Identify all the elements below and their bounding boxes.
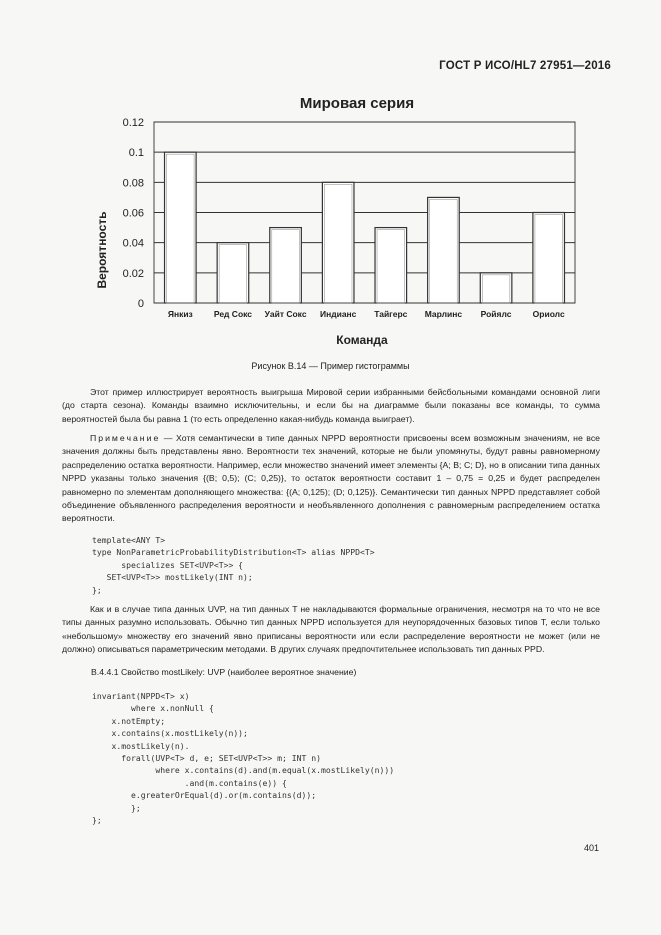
explanation-text: Как и в случае типа данных UVP, на тип данных T не накладываются формальные ограничения, несмотря на то что не все типы данных разумно использовать. Обычно тип данных NPPD используется для неупорядоченных базовых типов T, если только «небольшому» множеству его значений явно приписаны вероятности или если распределение вероятности не может (или не должно) описываться параметрическим методами. В других случаях предпочтительнее использовать тип данных PPD. bbox=[62, 604, 600, 655]
note-paragraph bbox=[62, 432, 600, 526]
histogram-chart bbox=[80, 88, 580, 353]
intro-text: Этот пример иллюстрирует вероятность выигрыша Мировой серии избранными бейсбольными командами основной лиги (до старта сезона). Команды взаимно исключительны, и если бы на диаграмме были показаны все команды, то сумма вероятностей была бы равна 1 (то есть определенно какая-нибудь команда выиграет). bbox=[62, 387, 600, 424]
section-subheading: В.4.4.1 Свойство mostLikely: UVP (наиболее вероятное значение) bbox=[91, 667, 357, 677]
x-tick-label: Индианс bbox=[319, 309, 357, 319]
explanation-paragraph bbox=[62, 603, 600, 657]
bar bbox=[165, 152, 197, 303]
figure-caption: Рисунок В.14 — Пример гистограммы bbox=[251, 361, 410, 371]
note-label: Примечание bbox=[90, 433, 161, 443]
x-tick-label: Ройялс bbox=[480, 309, 512, 319]
chart-xlabel: Команда bbox=[336, 333, 388, 347]
y-tick-label: 0 bbox=[137, 298, 144, 310]
bar bbox=[533, 213, 565, 304]
y-tick-label: 0.06 bbox=[122, 207, 144, 220]
bar bbox=[375, 228, 407, 303]
note-text: — Хотя семантически в типе данных NPPD вероятности присвоены всем возможным значениям, не все значения должны быть представлены явно. Вероятности тех значений, которые не были упомянуты, будут равны равномерному распределению остатка вероятности. Например, если множество значений имеет элементы {A; B; C; D}, но в описании типа данных NPPD указаны только значения {(B; 0,5); (C; 0,25)}, то остаток вероятности составит 1 – 0,75 = 0,25 и будет распределен равномерно по элементам дополняющего множества: {(A; 0,125); (D; 0,125)}. Семантически тип данных NPPD представляет собой объединение объявленного распределения вероятности и необъявленного дополнения с равномерным распределением остатка вероятности. bbox=[62, 433, 600, 524]
intro-paragraph bbox=[62, 386, 600, 426]
x-tick-label: Марлинс bbox=[424, 309, 463, 319]
x-tick-label: Уайт Сокс bbox=[264, 309, 307, 319]
bar bbox=[270, 228, 302, 303]
chart-title: Мировая серия bbox=[299, 95, 415, 112]
x-tick-label: Тайгерс bbox=[374, 309, 408, 319]
code-block-invariant: invariant(NPPD<T> x) where x.nonNull { x.notEmpty; x.contains(x.mostLikely(n)); x.mostLikely(n). forall(UVP<T> d, e; SET<UVP<T>> m; INT n) where x.contains(d).and(m.equal(x.mostLikely(n))) .and(m.contains(e)) { e.greaterOrEqual(d).or(m.contains(d)); }; }; bbox=[92, 691, 395, 826]
chart-svg bbox=[80, 88, 580, 353]
bar bbox=[428, 197, 460, 303]
x-tick-label: Ред Сокс bbox=[213, 309, 253, 319]
y-tick-label: 0.12 bbox=[122, 117, 144, 129]
y-tick-label: 0.08 bbox=[122, 177, 144, 190]
bar bbox=[480, 273, 512, 303]
y-tick-label: 0.04 bbox=[122, 237, 144, 250]
code-block-type-definition: template<ANY T> type NonParametricProbabilityDistribution<T> alias NPPD<T> specializes SET<UVP<T>> { SET<UVP<T>> mostLikely(INT n); }; bbox=[92, 535, 375, 595]
bar bbox=[322, 182, 354, 303]
x-tick-label: Янкиз bbox=[167, 309, 193, 319]
standard-header: ГОСТ Р ИСО/HL7 27951—2016 bbox=[439, 60, 611, 72]
x-tick-label: Ориолс bbox=[532, 309, 565, 319]
page-number: 401 bbox=[583, 843, 599, 853]
y-tick-label: 0.1 bbox=[128, 147, 144, 160]
y-tick-label: 0.02 bbox=[122, 267, 144, 280]
bar bbox=[217, 243, 249, 303]
chart-ylabel: Вероятность bbox=[95, 211, 109, 289]
